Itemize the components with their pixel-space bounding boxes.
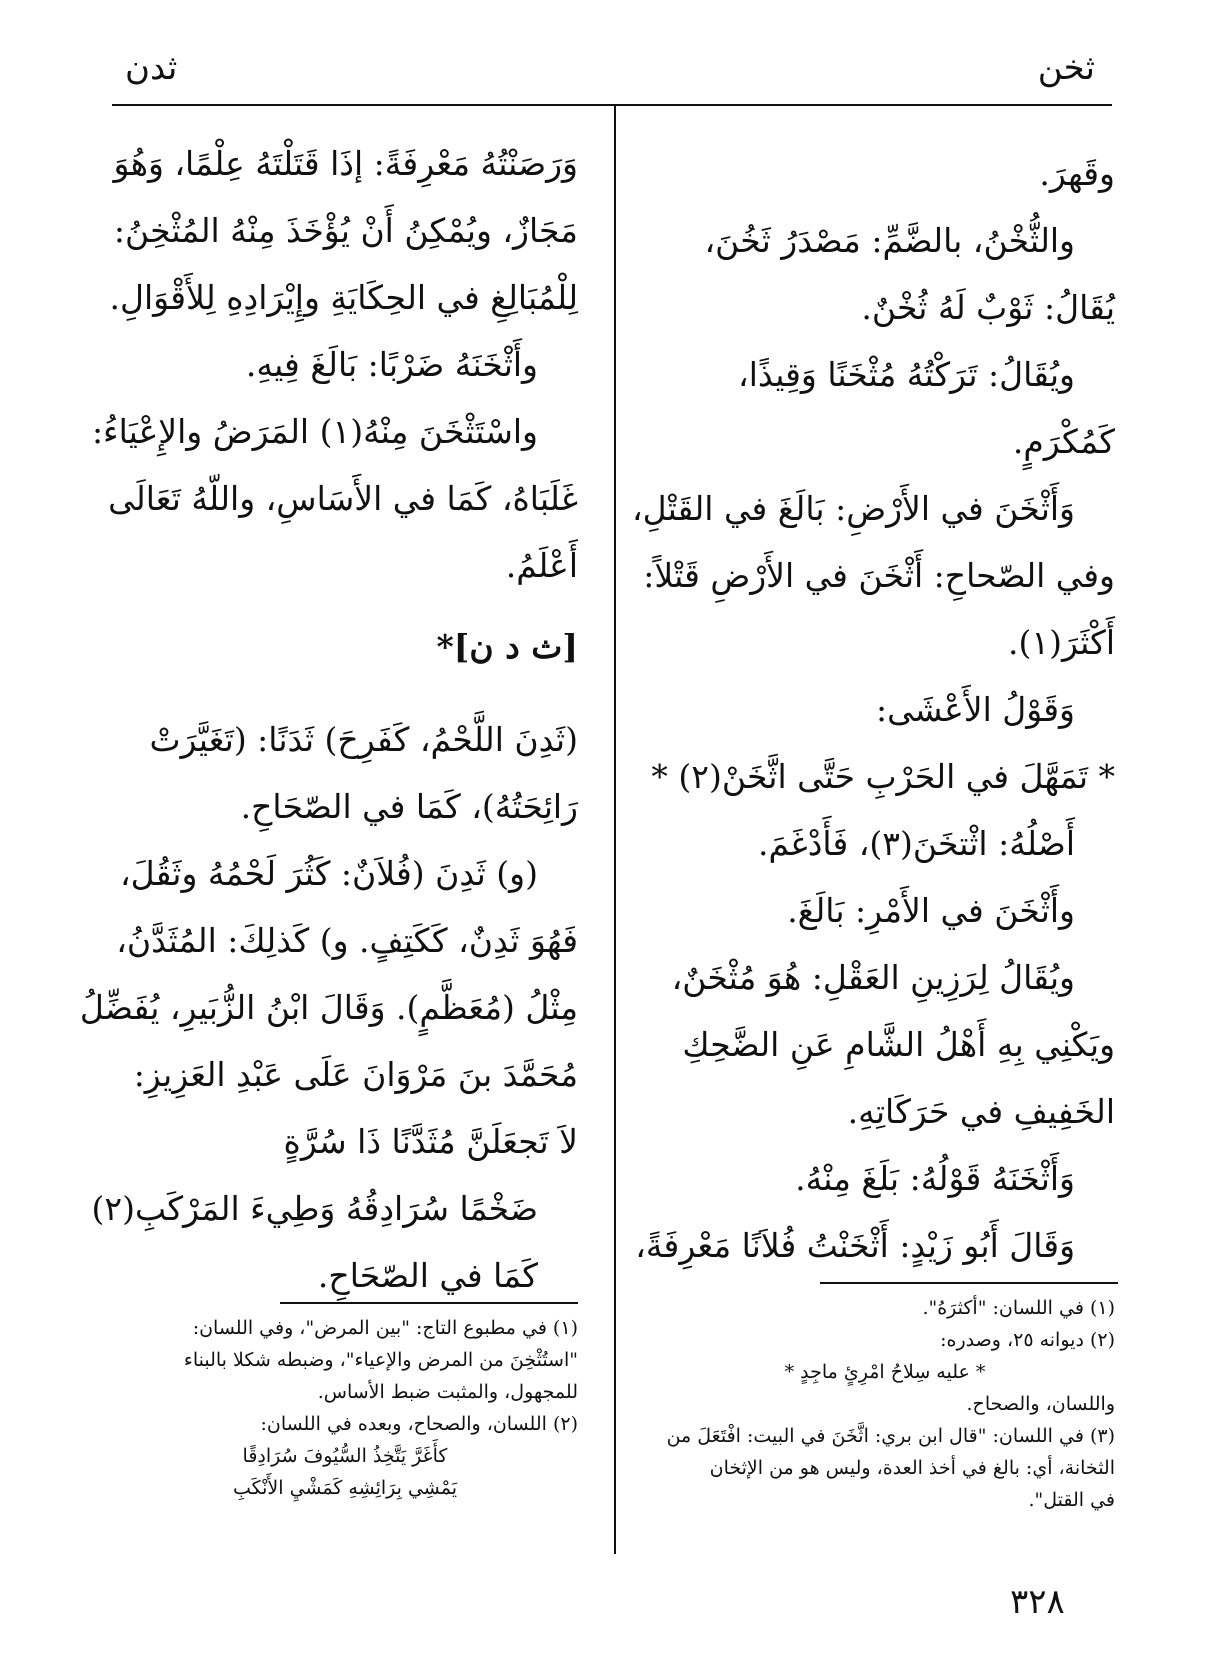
- left-column: [79, 130, 578, 1309]
- text-line: ويُقَالُ لِرَزِينِ العَقْلِ: هُوَ مُثْخَنٌ،: [671, 958, 1075, 997]
- text-line: (ثَدِنَ اللَّحْمُ، كَفَرِحَ) ثَدَنًا: (تَغَيَّرَتْ: [149, 720, 578, 759]
- text-line: وَأَثْخَنَهُ قَوْلُهُ: بَلَغَ مِنْهُ.: [795, 1159, 1075, 1198]
- text-line: واسْتَثْخَنَ مِنْهُ(١) المَرَضُ والإِعْيَاءُ:: [91, 412, 538, 451]
- footnotes-right: [655, 1292, 1115, 1516]
- text-line: فَهُوَ ثَدِنٌ، كَكَتِفٍ. و) كَذلِكَ: المُثَدَّنُ،: [116, 921, 578, 960]
- text-line: وَقَوْلُ الأَعْشَى:: [876, 690, 1075, 729]
- footnotes-left: [112, 1312, 578, 1504]
- column-divider: [614, 104, 616, 1554]
- text-line: وأَثْخَنَهُ ضَرْبًا: بَالَغَ فِيهِ.: [245, 345, 538, 384]
- footnote-line: واللسان، والصحاح.: [966, 1393, 1115, 1415]
- footnote-line: (١) في مطبوع التاج: "بين المرض"، وفي اللسان:: [192, 1317, 578, 1339]
- footnote-verse: * عليه سِلاحُ امْرِئٍ ماجِدٍ *: [784, 1361, 986, 1383]
- text-line: ويُقَالُ: تَرَكْتُهُ مُثْخَنًا وَقِيذًا،: [738, 355, 1075, 394]
- text-line: وأَثْخَنَ في الأَمْرِ: بَالَغَ.: [787, 891, 1075, 930]
- text-line: يُقَالُ: ثَوْبٌ لَهُ ثُخْنٌ.: [861, 288, 1115, 327]
- right-column: [631, 140, 1115, 1279]
- text-line: مِثْلُ (مُعَظَّمٍ). وَقَالَ ابْنُ الزُّبَيرِ، يُفَضِّلُ: [79, 988, 578, 1027]
- footnote-rule-left: [280, 1302, 578, 1304]
- text-line: وَأَثْخَنَ في الأَرْضِ: بَالَغَ في القَتْلِ،: [631, 489, 1075, 528]
- text-line: أَعْلَمُ.: [505, 546, 578, 585]
- footnote-line: (٢) اللسان، والصحاح، وبعده في اللسان:: [260, 1413, 578, 1435]
- footnote-line: في القتل".: [1028, 1489, 1115, 1511]
- text-line: ويَكْنِي بِهِ أَهْلُ الشَّامِ عَنِ الضَّحِكِ: [682, 1025, 1115, 1064]
- verse-line: لاَ تَجعَلَنَّ مُثَدَّنًا ذَا سُرَّةٍ: [283, 1122, 578, 1161]
- running-head-right: ثخن: [1037, 48, 1095, 88]
- text-line: أَصْلُهُ: اثْتخَنَ(٣)، فَأَدْغَمَ.: [757, 824, 1075, 863]
- footnote-line: الثخانة، أي: بالغ في أخذ العدة، وليس هو من الإثخان: [709, 1457, 1115, 1479]
- text-line: كَمُكْرَمٍ.: [1012, 422, 1115, 461]
- text-line: والثُّخْنُ، بالضَّمِّ: مَصْدَرُ ثَخُنَ،: [704, 221, 1075, 260]
- footnote-line: (٣) في اللسان: "قال ابن بري: اثَّخَنَ في البيت: افْتَعَلَ من: [666, 1425, 1115, 1447]
- footnote-line: "استُثْخِنَ من المرض والإعياء"، وضبطه شكلا بالبناء: [183, 1349, 578, 1371]
- footnote-line: للمجهول، والمثبت ضبط الأساس.: [317, 1381, 578, 1403]
- entry-heading: [ث د ن]*: [436, 627, 578, 666]
- footnote-rule-right: [820, 1282, 1118, 1284]
- text-line: وفي الصّحاحِ: أَثْخَنَ في الأَرْضِ قَتْلاً:: [643, 556, 1115, 595]
- footnote-line: (٢) ديوانه ٢٥، وصدره:: [940, 1329, 1115, 1351]
- footnote-line: (١) في اللسان: "أكثرَهُ".: [922, 1297, 1115, 1319]
- text-line: (و) ثَدِنَ (فُلاَنٌ: كَثُرَ لَحْمُهُ وثَقُلَ،: [119, 854, 538, 893]
- footnote-verse: كأَغَرَّ يَتَّخِذُ السُّيُوفَ سُرَادِقًا: [242, 1445, 448, 1467]
- footnote-verse: يَمْشِي بِرَائِشِهِ كَمَشْيِ الأَنْكَبِ: [232, 1477, 458, 1499]
- text-line: رَائِحَتُهُ)، كَمَا في الصّحَاحِ.: [240, 787, 578, 826]
- verse-line: * تَمَهَّلَ في الحَرْبِ حَتَّى اثَّخَنْ(٢) *: [651, 757, 1115, 796]
- text-line: مَجَازٌ، ويُمْكِنُ أَنْ يُؤْخَذَ مِنْهُ المُثْخِنُ:: [113, 211, 578, 250]
- header-rule: [112, 104, 1112, 106]
- text-line: وَرَصَنْتُهُ مَعْرِفَةً: إذَا قَتَلْتَهُ عِلْمًا، وَهُوَ: [113, 144, 578, 183]
- text-line: غَلَبَاهُ، كَمَا في الأَسَاسِ، واللّهُ تَعَالَى: [108, 479, 578, 518]
- text-line: كَمَا في الصّحَاحِ.: [317, 1256, 538, 1295]
- text-line: وقَهرَ.: [1039, 154, 1115, 193]
- running-head-left: ثدن: [125, 48, 178, 88]
- text-line: مُحَمَّدَ بنَ مَرْوَانَ عَلَى عَبْدِ العَزِيزِ:: [133, 1055, 578, 1094]
- text-line: لِلْمُبَالِغِ في الحِكَايَةِ وإِيْرَادِهِ لِلأَقْوَالِ.: [109, 278, 578, 317]
- text-line: أَكْثَرَ(١).: [1007, 623, 1115, 662]
- verse-line: ضَخْمًا سُرَادِقُهُ وَطِيءَ المَرْكَبِ(٢): [91, 1189, 538, 1228]
- text-line: وَقَالَ أَبُو زَيْدٍ: أَثْخَنْتُ فُلاَنًا مَعْرِفَةً،: [635, 1226, 1075, 1265]
- page-number: ٣٢٨: [1010, 1582, 1065, 1622]
- text-line: الخَفِيفِ في حَرَكَاتِهِ.: [847, 1092, 1115, 1131]
